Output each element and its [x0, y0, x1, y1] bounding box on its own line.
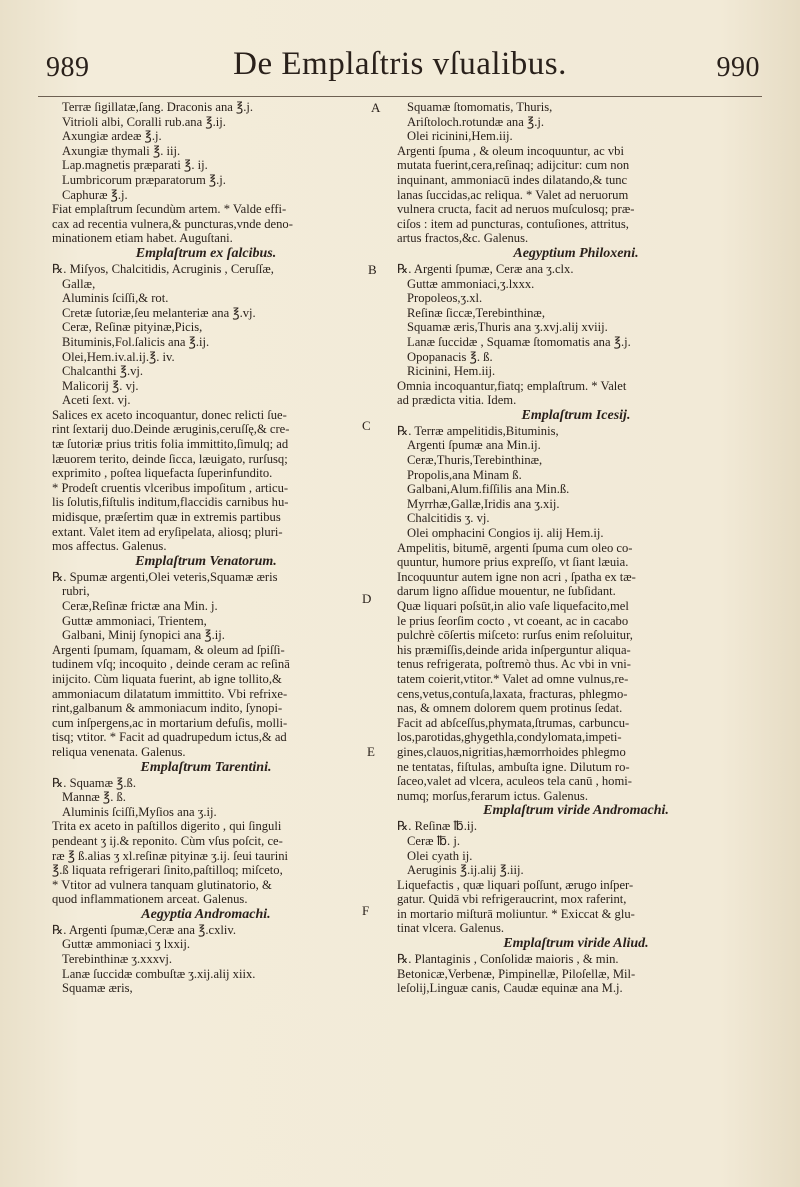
text-line: Aceti ſext. vj.: [62, 393, 131, 408]
text-line: Axungiæ ardeæ ℥.j.: [62, 129, 162, 144]
text-line: Squamæ æris,Thuris ana ʒ.xvj.alij xviij.: [407, 320, 608, 335]
text-line: Propolis,ana Minam ß.: [407, 467, 522, 482]
margin-letter-d: D: [362, 591, 372, 606]
section-heading: Emplaſtrum viride Aliud.: [503, 936, 649, 952]
right-column: [397, 100, 755, 996]
text-line: Ariſtoloch.rotundæ ana ℥.j.: [407, 114, 545, 129]
text-line: Salices ex aceto incoquantur, donec relicti ſue-: [52, 407, 287, 422]
text-line: Chalcanthi ℥.vj.: [62, 364, 144, 379]
text-line: Ceræ ℔. j.: [407, 833, 460, 848]
text-line: inquinant, ammoniacū indes dilatando,& tunc: [397, 172, 628, 187]
text-line: ſaceo,valet ad vlcera, aculeos tela canū , homi-: [397, 774, 632, 789]
text-line: lanas ſuccidas,ac reliqua. * Valet ad neruorum: [397, 187, 629, 202]
text-line: gines,clauos,nigritias,hæmorrhoides phlegmo: [397, 744, 626, 759]
text-line: Liquefactis , quæ liquari poſſunt, ærugo inſper-: [397, 877, 634, 892]
text-line: Galbani, Minij ſynopici ana ℥.ij.: [62, 628, 225, 643]
text-line: Ampelitis, bitumē, argenti ſpuma cum oleo co-: [397, 540, 633, 555]
text-line: Lanæ ſuccidæ , Squamæ ſtomomatis ana ℥.j.: [407, 334, 631, 349]
text-line: Argenti ſpuma , & oleum incoquuntur, ac vbi: [397, 143, 624, 158]
text-line: le prius ſeorſim cocto , vt coeant, ac in cacabo: [397, 613, 629, 628]
text-line: ℞. Miſyos, Chalcitidis, Acruginis , Ceruſſæ,: [52, 261, 274, 276]
text-line: Olei,Hem.iv.al.ij.℥. iv.: [62, 349, 175, 364]
text-line: Terebinthinæ ʒ.xxxvj.: [62, 952, 172, 967]
text-line: Guttæ ammoniaci, Trientem,: [62, 613, 207, 628]
text-line: Galbani,Alum.fiſſilis ana Min.ß.: [407, 482, 570, 497]
text-line: rint ſextarij duo.Deinde æruginis,ceruſſę,& cre-: [52, 422, 290, 437]
text-line: los,parotidas,ghygethla,condylomata,impeti-: [397, 730, 622, 745]
text-line: ad prædicta vitia. Idem.: [397, 393, 517, 408]
text-line: mos affectus. Galenus.: [52, 539, 167, 554]
margin-letter-f: F: [362, 903, 370, 918]
margin-letter-b: B: [368, 262, 377, 277]
text-line: Trita ex aceto in paſtillos digerito , qui ſinguli: [52, 819, 282, 834]
text-line: inijcito. Cùm liquata fuerint, ab igne tollito,&: [52, 671, 282, 686]
text-line: minationem etiam habet. Auguſtani.: [52, 231, 233, 246]
text-line: Bituminis,Fol.ſalicis ana ℥.ij.: [62, 334, 210, 349]
text-line: leſolij,Linguæ canis, Caudæ equinæ ana M.j.: [397, 981, 623, 996]
text-line: Argenti ſpumam, ſquamam, & oleum ad ſpiſſi-: [52, 642, 285, 657]
text-line: Incoquuntur autem igne non acri , ſpatha ex tæ-: [397, 569, 636, 584]
section-heading: Emplaſtrum ex ſalcibus.: [135, 245, 277, 261]
text-line: Squamæ æris,: [62, 981, 133, 996]
text-line: darum ligno aſſidue mouentur, ne ſubſidant.: [397, 584, 616, 599]
text-line: ℞. Plantaginis , Conſolidæ maioris , & min.: [397, 952, 619, 967]
text-line: tudinem vſq; incoquito , deinde ceram ac reſinā: [52, 657, 290, 672]
text-line: ℥.ß liquata refrigerari ſinito,paſtilloq; miſceto,: [52, 863, 283, 878]
text-line: Olei ricinini,Hem.iij.: [407, 129, 513, 144]
text-line: Betonicæ,Verbenæ, Pimpinellæ, Piloſellæ, Mil-: [397, 966, 636, 981]
text-line: Cretæ ſutoriæ,ſeu melanteriæ ana ℥.vj.: [62, 305, 256, 320]
running-title: De Emplaſtris vſualibus.: [233, 46, 567, 82]
margin-letter-e: E: [367, 744, 375, 759]
text-line: ℞. Terræ ampelitidis,Bituminis,: [397, 423, 559, 438]
text-line: Axungiæ thymali ℥. iij.: [62, 143, 181, 158]
text-line: Aluminis ſciſſi,& rot.: [62, 291, 169, 306]
text-line: Malicorij ℥. vj.: [62, 378, 139, 393]
text-line: Fiat emplaſtrum ſecundùm artem. * Valde effi-: [52, 202, 287, 217]
text-line: tinat vlcera. Galenus.: [397, 921, 505, 936]
text-line: cum inſpergens,ac in mortarium defuſis, molli-: [52, 715, 288, 730]
text-line: Myrrhæ,Gallæ,Iridis ana ʒ.xij.: [407, 496, 560, 511]
section-heading: Aegyptium Philoxeni.: [513, 245, 639, 261]
margin-letter-c: C: [362, 418, 371, 433]
text-line: Opopanacis ℥. ß.: [407, 349, 493, 364]
section-heading: Emplaſtrum Icesij.: [521, 407, 631, 423]
section-heading: Aegyptia Andromachi.: [141, 906, 271, 922]
text-line: mutata fuerint,cera,reſinaq; adijcitur: cum non: [397, 158, 630, 173]
text-line: nas, & omnem dolorem quem protinus ſedat.: [397, 701, 623, 716]
text-line: exprimito , poſtea liquefacta ſuperinfundito.: [52, 466, 273, 481]
text-line: cax ad recentia vulnera,& puncturas,vnde deno-: [52, 216, 293, 231]
text-line: Guttæ ammoniaci,ʒ.lxxx.: [407, 276, 535, 291]
text-line: numq; morſus,ferarum ictus. Galenus.: [397, 788, 588, 803]
text-line: ℞. Reſinæ ℔.ij.: [397, 819, 478, 834]
text-line: rubri,: [62, 584, 90, 599]
text-line: Ceræ,Thuris,Terebinthinæ,: [407, 453, 543, 468]
text-line: artus fractos,&c. Galenus.: [397, 231, 529, 246]
text-line: ℞. Argenti ſpumæ, Ceræ ana ʒ.clx.: [397, 261, 574, 276]
text-line: Vitrioli albi, Coralli rub.ana ℥.ij.: [62, 114, 226, 129]
text-line: ne tentatas, fiſtulas, ambuſta igne. Dilutum ro-: [397, 759, 630, 774]
text-line: Reſinæ ſiccæ,Terebinthinæ,: [407, 305, 545, 320]
text-line: quuntur, humore prius expreſſo, vt ſiant læuia.: [397, 555, 629, 570]
text-line: Lap.magnetis præparati ℥. ij.: [62, 158, 208, 173]
text-line: Ceræ,Reſinæ frictæ ana Min. j.: [62, 599, 218, 613]
text-line: ℞. Argenti ſpumæ,Ceræ ana ℥.cxliv.: [52, 922, 237, 937]
text-line: Quæ liquari poſsūt,in alio vaſe liquefacito,mel: [397, 599, 629, 613]
text-line: Aluminis ſciſſi,Myſios ana ʒ.ij.: [62, 804, 217, 819]
text-line: tæ ſutoriæ prius tritis folia immittito,ſimulq; ad: [52, 437, 289, 452]
text-line: Propoleos,ʒ.xl.: [407, 291, 483, 306]
text-line: Guttæ ammoniaci ʒ lxxij.: [62, 937, 191, 952]
text-line: pendeant ʒ ij.& reponito. Cùm vſus poſcit, ce-: [52, 833, 283, 848]
text-line: Aeruginis ℥.ij.alij ℥.iij.: [407, 863, 524, 878]
text-line: reliqua venenata. Galenus.: [52, 744, 186, 759]
text-line: Facit ad abſceſſus,phymata,ſtrumas, carbuncu-: [397, 715, 630, 730]
text-line: tenus refrigerata, poſtremò thus. Ac vbi in vni-: [397, 657, 631, 672]
text-line: Olei omphacini Congios ij. alij Hem.ij.: [407, 526, 604, 541]
text-line: ammoniacum dilatatum immittito. Vbi refrixe-: [52, 686, 288, 701]
page-number-left: 989: [46, 52, 90, 83]
text-line: Omnia incoquantur,fiatq; emplaſtrum. * Valet: [397, 378, 627, 393]
text-line: Chalcitidis ʒ. vj.: [407, 511, 490, 526]
text-line: * Vtitor ad vulnera tanquam glutinatorio, &: [52, 877, 272, 892]
text-line: Ricinini, Hem.iij.: [407, 364, 496, 379]
text-line: ciſos : item ad puncturas, contuſiones, attritus,: [397, 216, 629, 231]
margin-letter-a: A: [371, 100, 381, 115]
text-line: Caphuræ ℥.j.: [62, 187, 128, 202]
section-heading: Emplaſtrum Tarentini.: [140, 759, 272, 775]
text-line: midisque, præſertim quæ in extremis partibus: [52, 510, 281, 525]
text-line: in mortario miſturā moliuntur. * Exiccat & glu-: [397, 906, 635, 921]
text-line: vulnera cructa, facit ad neruos muſculosq; præ-: [397, 202, 635, 217]
text-line: rint,galbanum & ammoniacum indito, ſynopi-: [52, 701, 283, 716]
left-column: [52, 100, 360, 996]
text-line: ræ ℥ ß.alias ʒ xl.reſinæ pityinæ ʒ.ij. ſeui taurini: [52, 848, 289, 863]
page-header: [38, 46, 762, 97]
text-line: quod inflammationem arceat. Galenus.: [52, 892, 248, 907]
text-line: gatur. Quidā vbi refrigeraucrint, mox raferint,: [397, 892, 627, 907]
section-heading: Emplaſtrum viride Andromachi.: [483, 803, 669, 819]
text-line: cens,vetus,contuſa,laxata, fracturas, phlegmo-: [397, 686, 628, 701]
text-line: lis ſolutis,fiſtulis inditum,flaccidis carnibus hu-: [52, 495, 289, 510]
text-line: Squamæ ſtomomatis, Thuris,: [407, 100, 553, 114]
text-line: ℞. Spumæ argenti,Olei veteris,Squamæ æris: [52, 569, 278, 584]
text-line: his præmiſſis,deinde arida inſperguntur aliqua-: [397, 642, 631, 657]
text-line: tatem coierit,vtitor.* Valet ad omne vulnus,re-: [397, 671, 629, 686]
text-line: Terræ ſigillatæ,ſang. Draconis ana ℥.j.: [62, 100, 254, 114]
text-line: Ceræ, Reſinæ pityinæ,Picis,: [62, 320, 203, 335]
text-line: Lumbricorum præparatorum ℥.j.: [62, 172, 226, 187]
text-line: pulchrè cōſertis miſceto: rurſus enim reſoluitur,: [397, 628, 633, 643]
text-line: læuorem terito, deinde ſicca, læuigato, rurſusq;: [52, 451, 288, 466]
text-line: Argenti ſpumæ ana Min.ij.: [407, 438, 541, 453]
text-line: Mannæ ℥. ß.: [62, 790, 126, 805]
page-number-right: 990: [716, 52, 760, 83]
text-line: tisq; vtitor. * Facit ad quadrupedum ictus,& ad: [52, 730, 287, 745]
text-line: Lanæ ſuccidæ combuſtæ ʒ.xij.alij xiix.: [62, 966, 256, 981]
text-line: ℞. Squamæ ℥.ß.: [52, 775, 136, 790]
text-line: Gallæ,: [62, 276, 96, 291]
text-line: extant. Valet item ad eryſipelata, aliosq; pluri-: [52, 524, 283, 539]
text-line: Olei cyath ij.: [407, 848, 473, 863]
section-heading: Emplaſtrum Venatorum.: [135, 553, 277, 569]
text-line: * Prodeſt cruentis vlceribus impoſitum , articu-: [52, 480, 289, 495]
